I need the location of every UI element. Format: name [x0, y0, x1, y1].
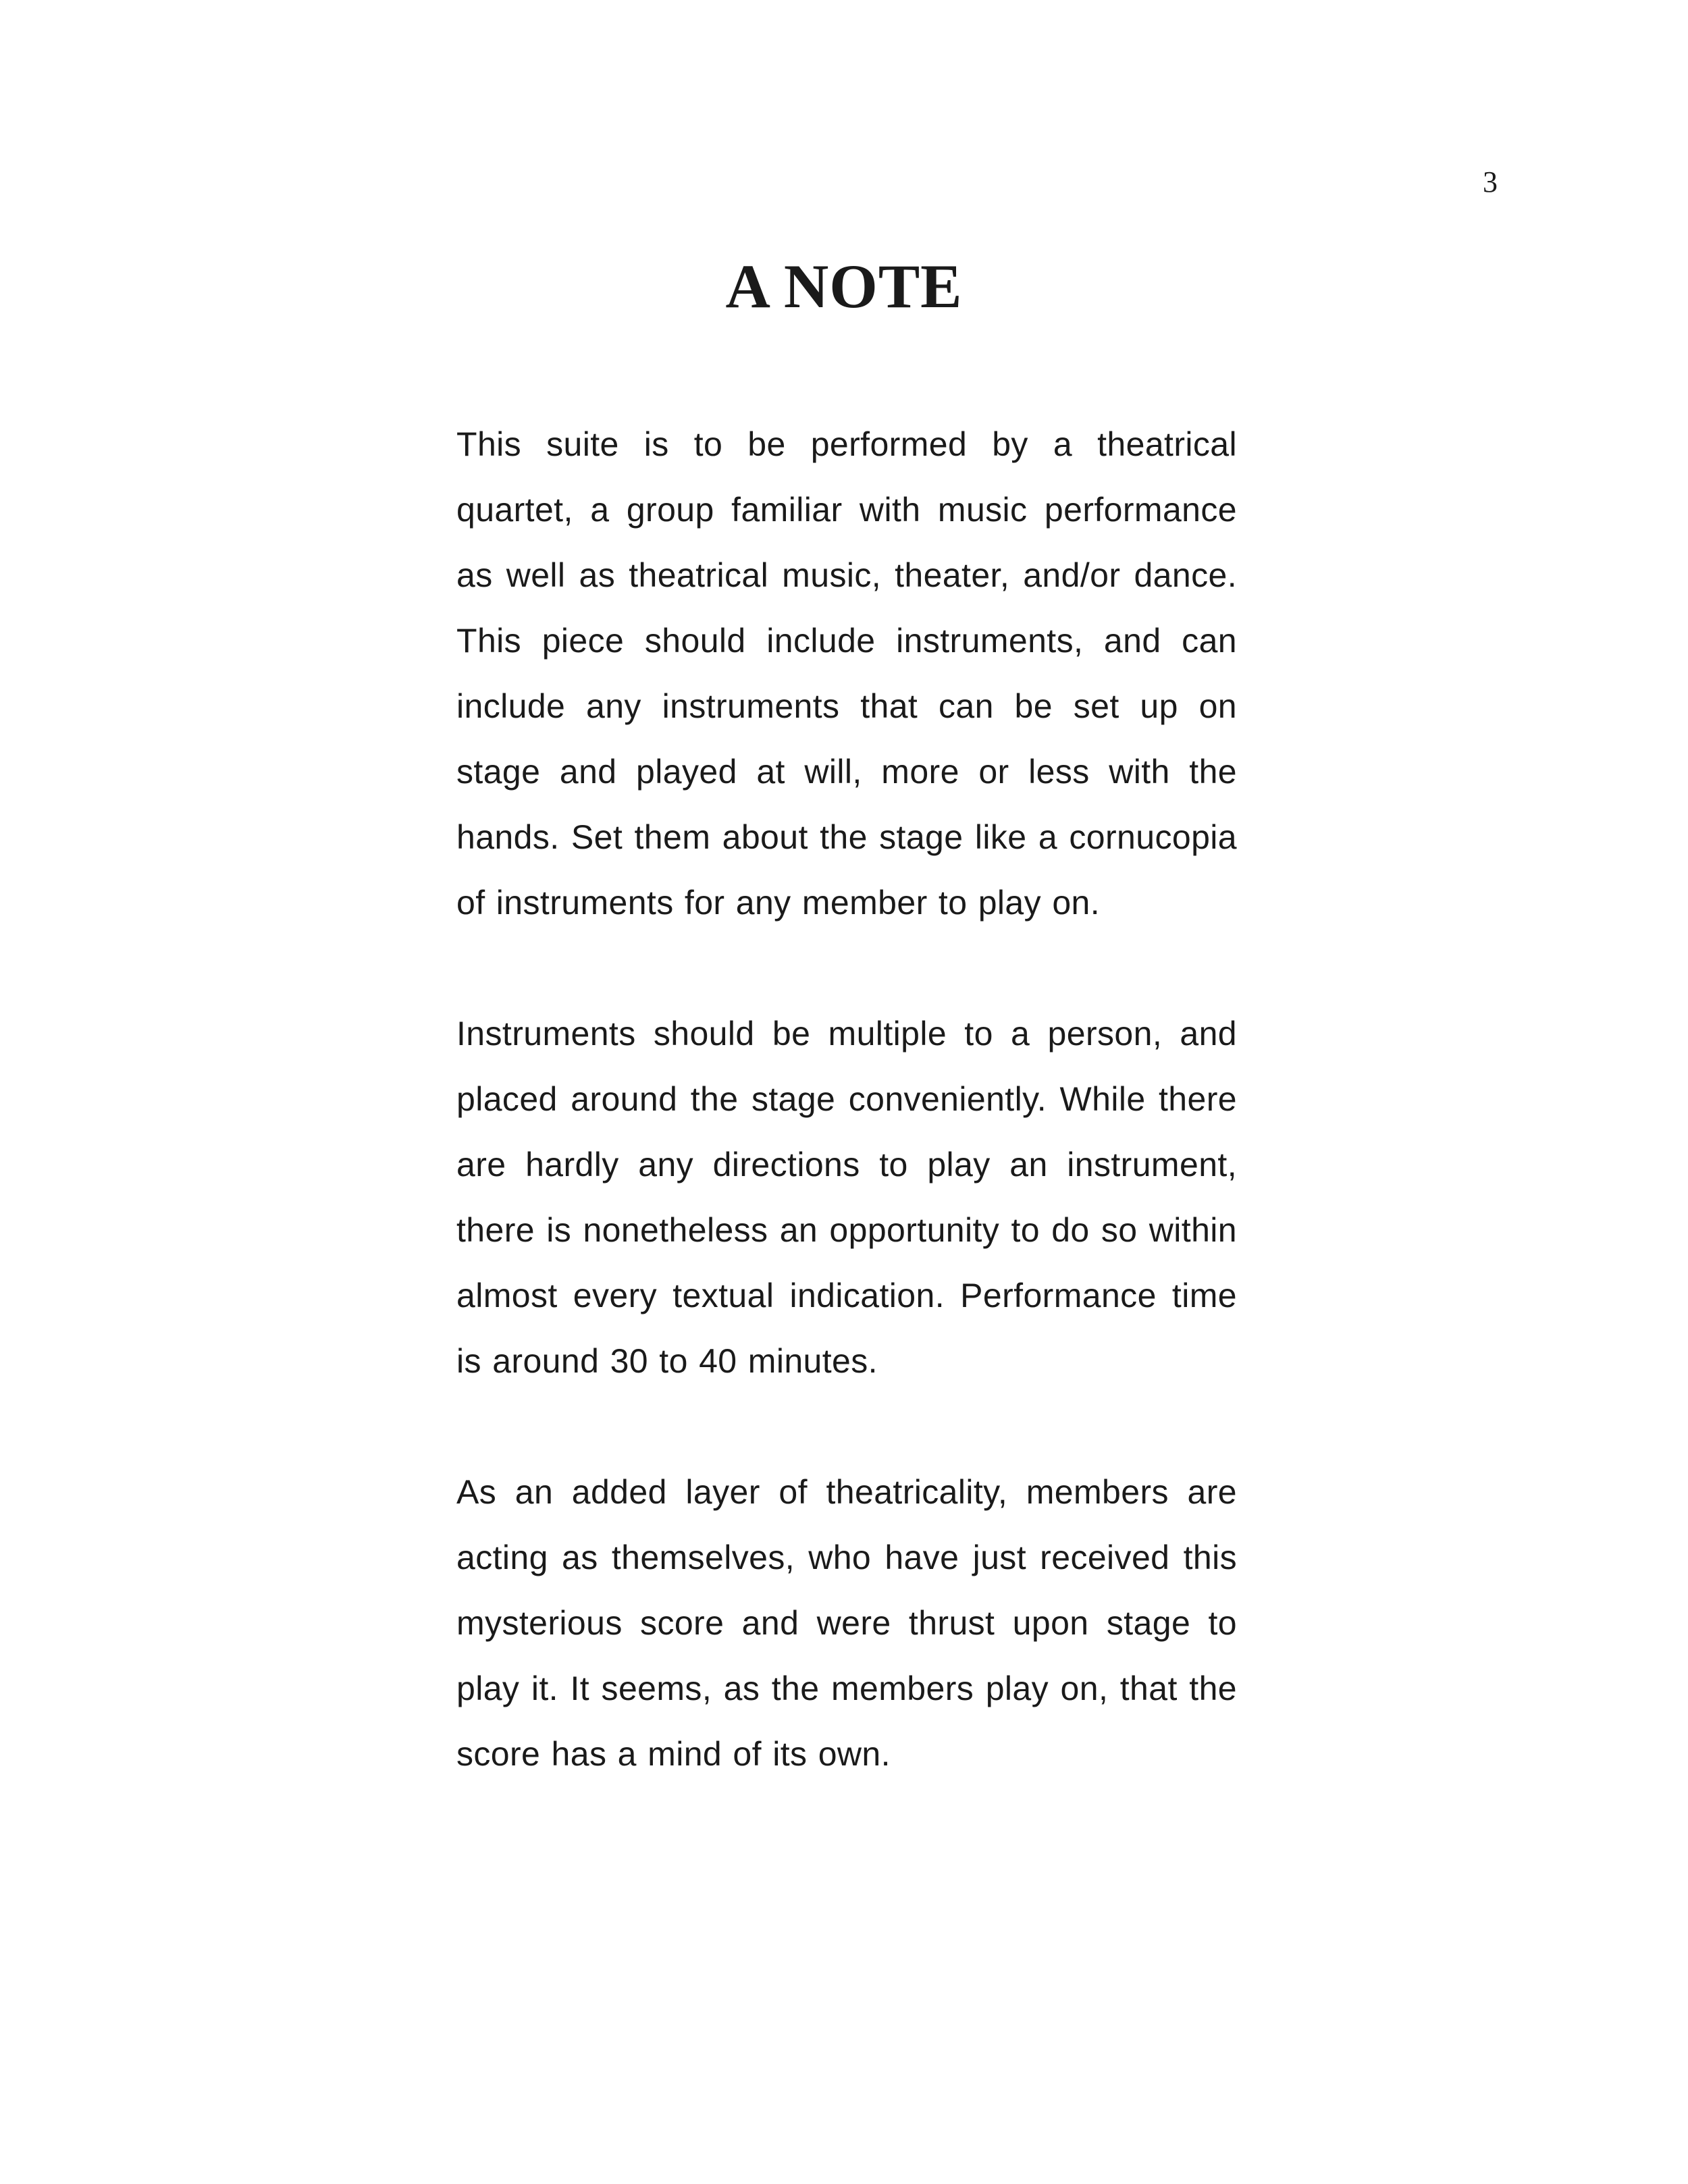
paragraph-instruments: Instruments should be multiple to a person, and placed around the stage conveniently. While there are hardly any directions to play an instrument, there is nonetheless an opportunity to do so within almost every textual indication. Performance time is around 30 to 40 minutes.	[456, 1015, 1237, 1380]
page-number: 3	[1483, 165, 1498, 198]
body-text	[456, 412, 1237, 1853]
paragraph-performance: This suite is to be performed by a theatrical quartet, a group familiar with music performance as well as theatrical music, theater, and/or dance. This piece should include instruments, and can include any instruments that can be set up on stage and played at will, more or less with the hands. Set them about the stage like a cornucopia of instruments for any member to play on.	[456, 425, 1237, 922]
paragraph-theatricality: As an added layer of theatricality, members are acting as themselves, who have just received this mysterious score and were thrust upon stage to play it. It seems, as the members play on, that the score has a mind of its own.	[456, 1473, 1237, 1773]
page-title: A NOTE	[725, 252, 963, 321]
